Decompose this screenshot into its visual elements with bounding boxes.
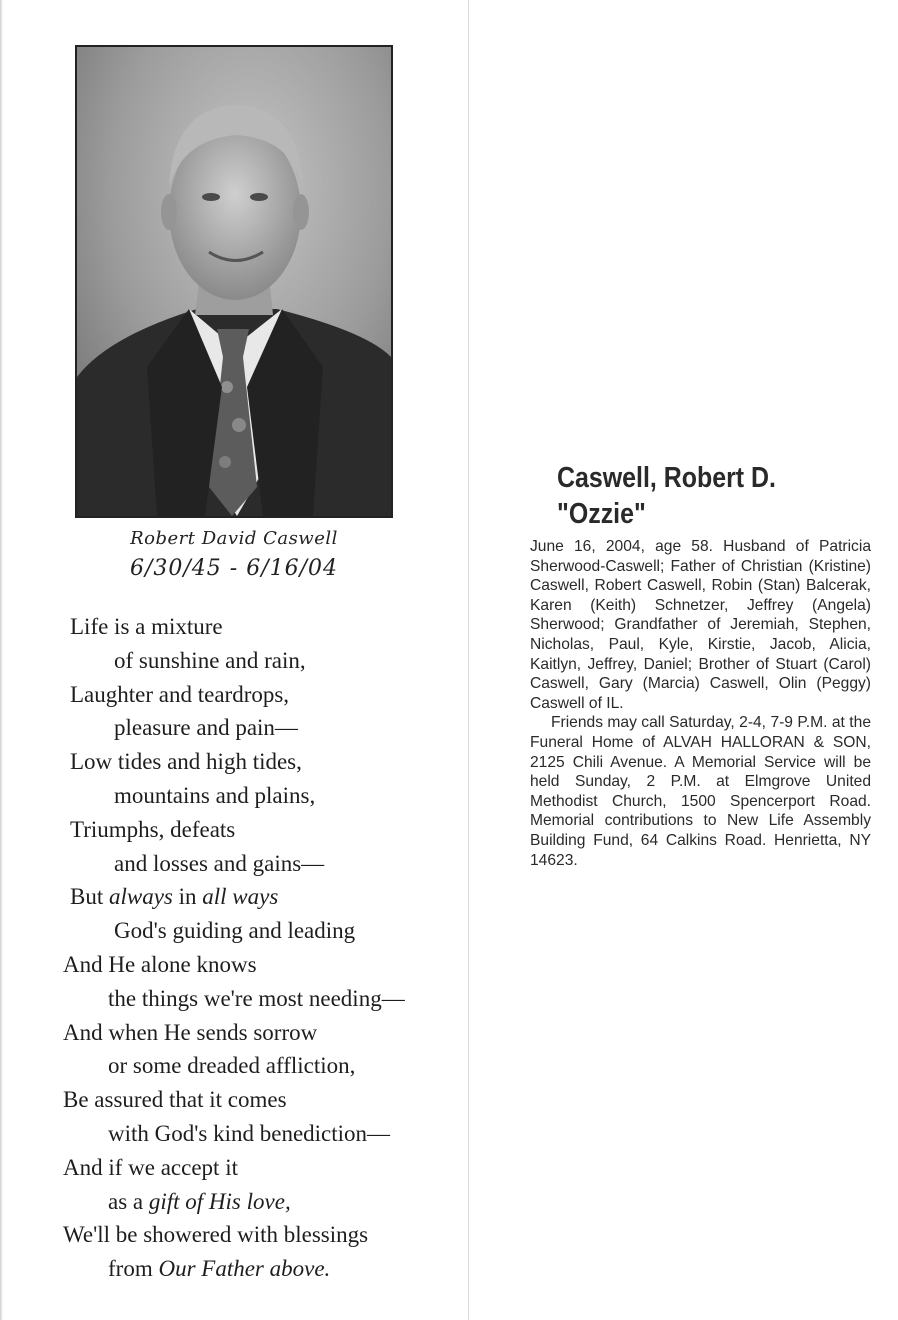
poem-line: And when He sends sorrow (63, 1019, 318, 1045)
poem-line: of sunshine and rain, (114, 647, 306, 673)
poem-line: and losses and gains— (114, 850, 325, 876)
obituary-paragraph: Friends may call Saturday, 2-4, 7-9 P.M. at the Funeral Home of ALVAH HALLORAN & SON, 2125 Chili Avenue. A Memorial Service will be held Sunday, 2 P.M. at Elmgrove United Methodist Church, 1500 Spencerport Road. Memorial contributions to New Life Assembly Building Fund, 64 Calkins Road. Henrietta, NY 14623. (530, 714, 871, 869)
poem-line: pleasure and pain— (114, 715, 298, 741)
poem-text: in (172, 884, 203, 910)
poem-text: from (108, 1256, 159, 1282)
obituary-heading: Caswell, Robert D. (557, 462, 776, 494)
obituary-paragraph: June 16, 2004, age 58. Husband of Patricia Sherwood-Caswell; Father of Christian (Kristine) Caswell, Robert Caswell, Robin (Stan) Balcerak, Karen (Keith) Schnetzer, Jeffrey (Angela) Sherwood; Grandfather of Jeremiah, Stephen, Nicholas, Paul, Kyle, Kirstie, Jacob, Alicia, Kaitlyn, Jeffrey, Daniel; Brother of Stuart (Carol) Caswell, Gary (Marcia) Caswell, Olin (Peggy) Caswell of IL. (530, 538, 871, 712)
memorial-poem (60, 610, 460, 1286)
poem-line: We'll be showered with blessings (63, 1222, 369, 1248)
obituary-nickname: "Ozzie" (557, 498, 646, 530)
portrait-photo (75, 45, 393, 518)
obituary-body (530, 537, 871, 870)
poem-line: or some dreaded affliction, (108, 1053, 356, 1079)
poem-italic-text: gift of His love, (148, 1188, 291, 1214)
poem-line: with God's kind benediction— (108, 1120, 391, 1146)
poem-line (60, 1252, 460, 1286)
memorial-dates-caption: 6/30/45 - 6/16/04 (129, 556, 339, 581)
poem-line: Laughter and teardrops, (70, 681, 290, 707)
poem-line (60, 880, 460, 914)
poem-text: But (70, 884, 109, 910)
poem-text: as a (108, 1188, 149, 1214)
poem-line: Be assured that it comes (63, 1087, 287, 1113)
poem-line: And He alone knows (63, 951, 257, 977)
poem-italic-text: always (108, 884, 173, 910)
portrait-illustration (77, 47, 391, 516)
poem-line: Triumphs, defeats (70, 816, 236, 842)
card-fold-line (468, 0, 469, 1320)
poem-line: Life is a mixture (70, 614, 223, 639)
poem-italic-text: all ways (202, 884, 279, 910)
poem-line: mountains and plains, (114, 782, 316, 808)
poem-line: the things we're most needing— (108, 985, 405, 1011)
poem-line (60, 1185, 460, 1219)
poem-italic-text: Our Father above. (158, 1256, 331, 1282)
poem-line: God's guiding and leading (114, 918, 356, 944)
poem-line: Low tides and high tides, (70, 749, 302, 775)
memorial-name-caption: Robert David Caswell (130, 528, 338, 549)
page-edge-shadow (0, 0, 3, 1320)
poem-line: And if we accept it (63, 1154, 238, 1180)
